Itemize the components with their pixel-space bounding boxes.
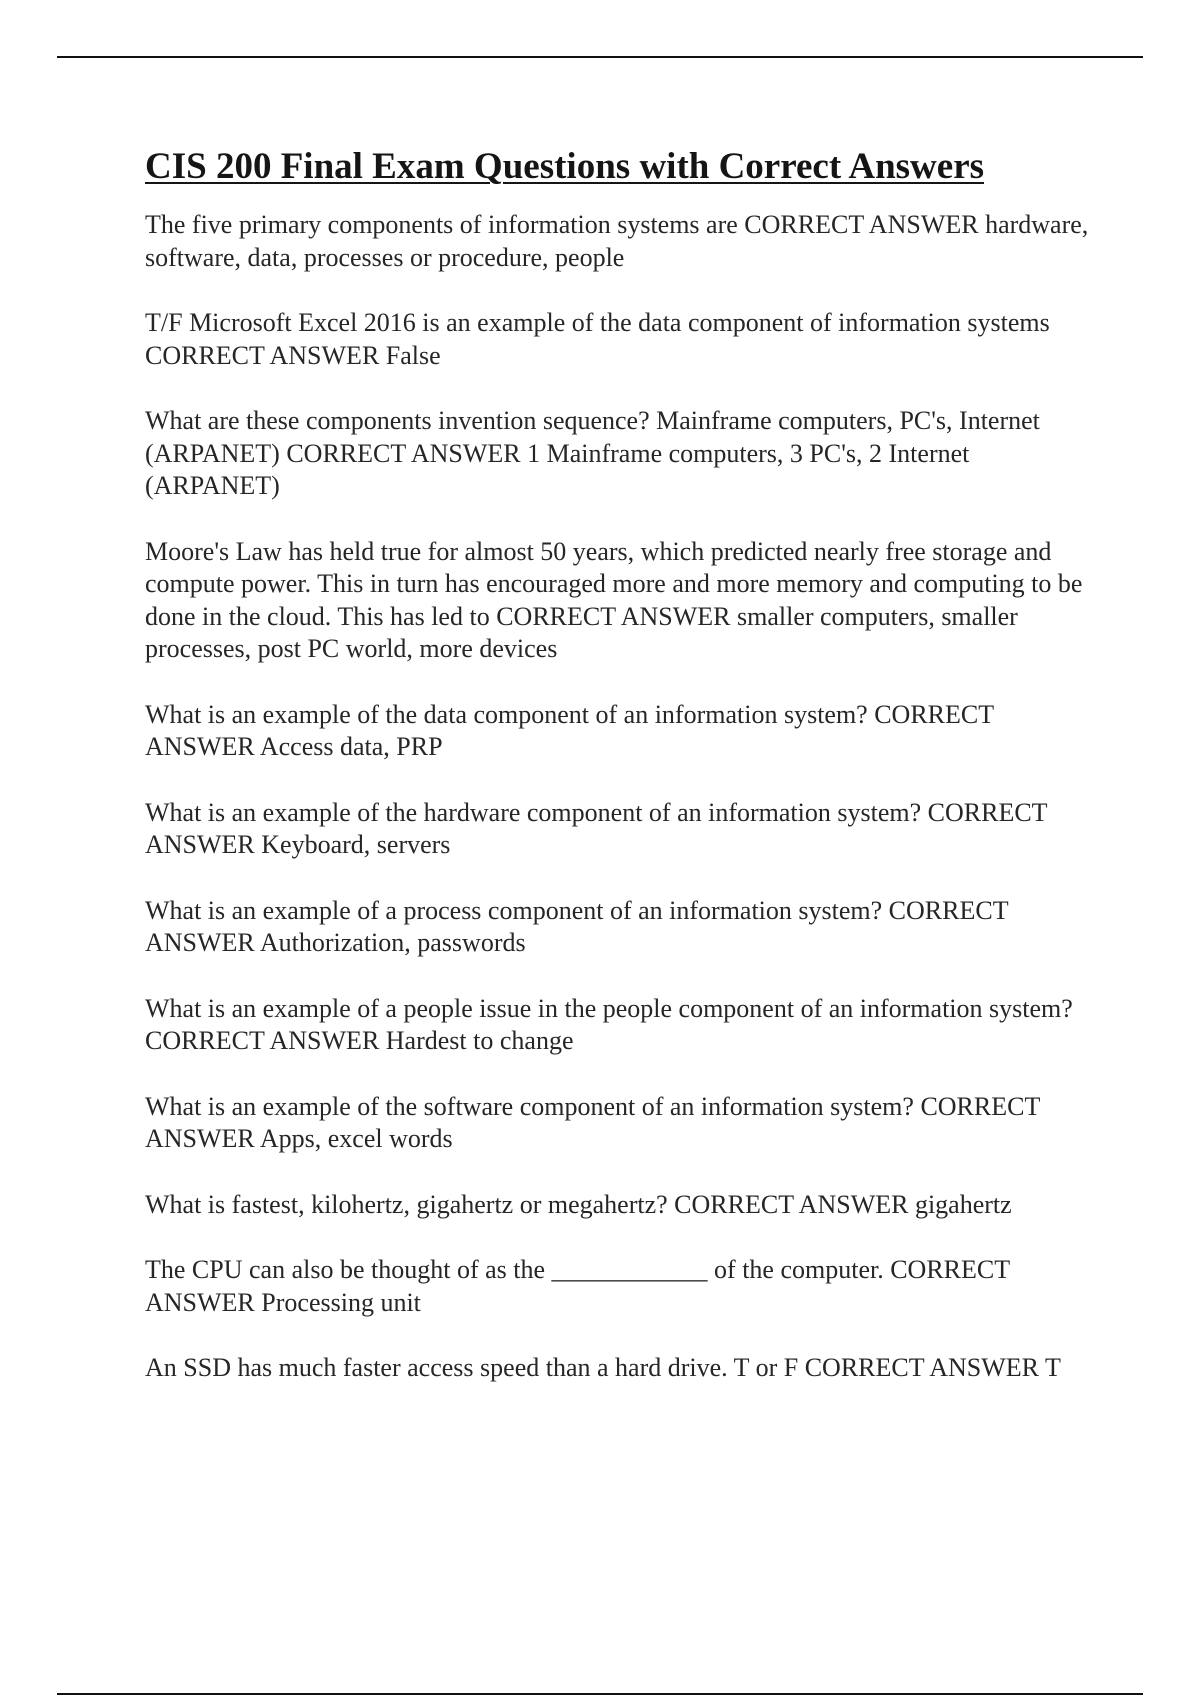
question-text: The five primary components of information systems are — [145, 210, 738, 239]
question-text: What is an example of a process component of an information system? — [145, 895, 883, 925]
qa-item — [145, 536, 1095, 666]
qa-item — [145, 895, 1095, 960]
answer-text: Keyboard, servers — [261, 830, 451, 859]
question-text: What is an example of the hardware component of an information system? — [145, 797, 922, 827]
qa-item — [145, 797, 1095, 862]
qa-item — [145, 307, 1095, 372]
qa-item — [145, 1091, 1095, 1156]
qa-item — [145, 209, 1095, 274]
answer-text: 1 Mainframe computers, 3 PC's, 2 Internet (ARPANET) — [145, 438, 970, 500]
answer-tag: CORRECT ANSWER — [286, 438, 521, 468]
qa-list — [145, 209, 1095, 1385]
answer-tag: CORRECT ANSWER — [145, 1026, 380, 1055]
answer-tag: CORRECT ANSWER — [145, 1255, 1010, 1317]
question-text: What is an example of the software component of an information system? — [145, 1091, 914, 1121]
answer-tag: CORRECT ANSWER — [145, 699, 994, 761]
answer-tag: CORRECT ANSWER — [804, 1353, 1039, 1382]
qa-item — [145, 1189, 1095, 1222]
question-text: What are these components invention sequence? Mainframe computers, PC's, Internet (ARPANET) — [145, 406, 1040, 468]
answer-text: Hardest to change — [385, 1026, 574, 1055]
answer-text: False — [385, 340, 441, 370]
question-text: T/F Microsoft Excel 2016 is an example of the data component of information systems — [145, 308, 1050, 337]
header-rule — [57, 56, 1143, 58]
question-text: The CPU can also be thought of as the ____________ of the computer. — [145, 1255, 884, 1284]
qa-item — [145, 405, 1095, 503]
answer-tag: CORRECT ANSWER — [744, 210, 979, 239]
qa-item — [145, 699, 1095, 764]
question-text: What is an example of the data component of an information system? — [145, 699, 868, 729]
footer-rule — [57, 1693, 1143, 1695]
answer-text: Access data, PRP — [259, 732, 443, 761]
qa-item — [145, 993, 1095, 1058]
answer-text: Apps, excel words — [259, 1124, 453, 1153]
question-text: What is an example of a people issue in the people component of an information system? — [145, 993, 1073, 1023]
answer-tag: CORRECT ANSWER — [145, 895, 1009, 957]
qa-item — [145, 1352, 1095, 1385]
answer-text: T — [1045, 1353, 1061, 1382]
document-body — [145, 143, 1095, 1418]
answer-text: smaller computers, smaller processes, post PC world, more devices — [145, 601, 1018, 663]
answer-text: hardware, software, data, processes or procedure, people — [145, 210, 1089, 272]
question-text: What is fastest, kilohertz, gigahertz or megahertz? — [145, 1189, 668, 1219]
question-text: Moore's Law has held true for almost 50 years, which predicted nearly free storage and compute power. This in turn has encouraged more and more memory and computing to be done in the cloud. This has led to — [145, 536, 1083, 631]
qa-item — [145, 1254, 1095, 1319]
question-text: An SSD has much faster access speed than a hard drive. T or F — [145, 1353, 799, 1382]
answer-text: gigahertz — [914, 1189, 1012, 1219]
answer-tag: CORRECT ANSWER — [145, 797, 1048, 859]
answer-text: Authorization, passwords — [259, 928, 526, 957]
document-title: CIS 200 Final Exam Questions with Correct Answers — [145, 146, 985, 187]
answer-tag: CORRECT ANSWER — [496, 601, 731, 631]
answer-tag: CORRECT ANSWER — [674, 1189, 909, 1219]
answer-tag: CORRECT ANSWER — [145, 340, 380, 370]
answer-text: Processing unit — [261, 1287, 421, 1317]
answer-tag: CORRECT ANSWER — [145, 1091, 1040, 1153]
